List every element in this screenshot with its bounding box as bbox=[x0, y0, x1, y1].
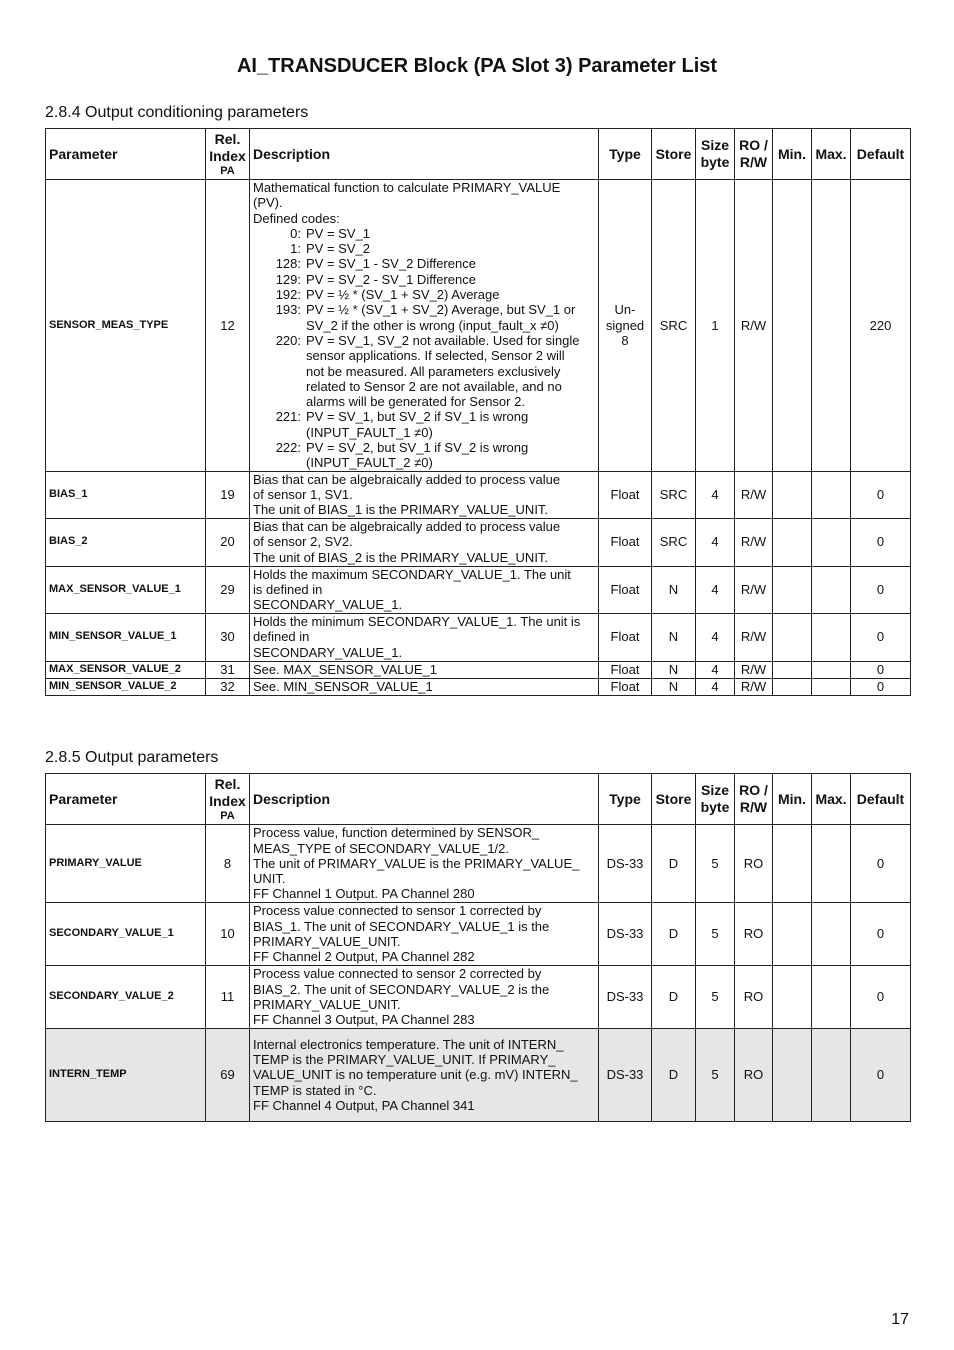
code-text-line: PV = SV_2 - SV_1 Difference bbox=[306, 271, 476, 287]
param-default: 0 bbox=[851, 471, 911, 518]
code-number: 0: bbox=[290, 225, 301, 241]
param-min bbox=[773, 1029, 812, 1122]
header-parameter: Parameter bbox=[46, 774, 206, 825]
header-size-line2: byte bbox=[700, 799, 730, 815]
desc-line: The unit of BIAS_2 is the PRIMARY_VALUE_UNIT. bbox=[253, 549, 549, 565]
code-text bbox=[306, 287, 595, 302]
header-size bbox=[696, 774, 735, 825]
param-store: D bbox=[652, 825, 696, 903]
param-description bbox=[250, 825, 599, 903]
param-access: RO bbox=[735, 903, 773, 966]
code-text-line: alarms will be generated for Sensor 2. bbox=[306, 394, 525, 410]
code-number: 193: bbox=[275, 302, 301, 318]
param-min bbox=[773, 678, 812, 695]
page-title: AI_TRANSDUCER Block (PA Slot 3) Parameter List bbox=[236, 55, 718, 77]
desc-line: of sensor 2, SV2. bbox=[253, 534, 353, 550]
param-name: BIAS_1 bbox=[46, 471, 206, 518]
desc-line: is defined in bbox=[253, 581, 323, 597]
param-name: SENSOR_MEAS_TYPE bbox=[46, 180, 206, 472]
param-default: 0 bbox=[851, 678, 911, 695]
table-row bbox=[46, 613, 911, 661]
param-min bbox=[773, 180, 812, 472]
param-type bbox=[599, 180, 652, 472]
header-access bbox=[735, 129, 773, 180]
param-name: INTERN_TEMP bbox=[46, 1029, 206, 1122]
param-min bbox=[773, 903, 812, 966]
header-size-line2: byte bbox=[700, 154, 730, 170]
header-min: Min. bbox=[773, 774, 812, 825]
param-type: DS-33 bbox=[599, 903, 652, 966]
param-default: 0 bbox=[851, 1029, 911, 1122]
param-default: 0 bbox=[851, 518, 911, 566]
header-parameter: Parameter bbox=[46, 129, 206, 180]
param-max bbox=[812, 678, 851, 695]
code-entry bbox=[253, 302, 595, 333]
code-text-line: PV = ½ * (SV_1 + SV_2) Average bbox=[306, 287, 500, 303]
param-default: 0 bbox=[851, 661, 911, 678]
param-default: 0 bbox=[851, 566, 911, 613]
header-access-line2: R/W bbox=[739, 154, 768, 170]
param-access: RO bbox=[735, 966, 773, 1029]
code-text bbox=[306, 333, 595, 409]
desc-line: The unit of BIAS_1 is the PRIMARY_VALUE_UNIT. bbox=[253, 502, 549, 518]
header-rel-index-line2: Index bbox=[209, 147, 246, 164]
code-number: 129: bbox=[275, 271, 301, 287]
param-store: SRC bbox=[652, 518, 696, 566]
param-description: See. MAX_SENSOR_VALUE_1 bbox=[250, 661, 599, 678]
desc-line: MEAS_TYPE of SECONDARY_VALUE_1/2. bbox=[253, 840, 510, 856]
param-name: MAX_SENSOR_VALUE_1 bbox=[46, 566, 206, 613]
param-size: 4 bbox=[696, 518, 735, 566]
param-min bbox=[773, 566, 812, 613]
code-text-line: (INPUT_FAULT_1 ≠0) bbox=[306, 424, 433, 440]
code-entry bbox=[253, 256, 595, 271]
desc-line: TEMP is stated in °C. bbox=[253, 1082, 377, 1098]
param-store: N bbox=[652, 613, 696, 661]
type-line: 8 bbox=[621, 332, 629, 348]
code-entry bbox=[253, 226, 595, 241]
code-number: 1: bbox=[290, 241, 301, 257]
param-store: SRC bbox=[652, 471, 696, 518]
param-min bbox=[773, 613, 812, 661]
header-rel-index-line1: Rel. bbox=[214, 775, 241, 792]
desc-line: Defined codes: bbox=[253, 210, 340, 226]
header-rel-index-line1: Rel. bbox=[214, 130, 241, 147]
header-rel-index-line2: Index bbox=[209, 792, 246, 809]
code-text-line: not be measured. All parameters exclusively bbox=[306, 363, 561, 379]
desc-line: Process value, function determined by SENSOR_ bbox=[253, 825, 540, 841]
table-row bbox=[46, 678, 911, 695]
param-type: Float bbox=[599, 613, 652, 661]
param-store: D bbox=[652, 903, 696, 966]
code-text bbox=[306, 241, 595, 256]
header-access-line1: RO / bbox=[739, 782, 768, 798]
param-description bbox=[250, 180, 599, 472]
header-max: Max. bbox=[812, 129, 851, 180]
param-store: N bbox=[652, 566, 696, 613]
param-store: N bbox=[652, 678, 696, 695]
header-max: Max. bbox=[812, 774, 851, 825]
param-type: Float bbox=[599, 471, 652, 518]
header-store: Store bbox=[652, 774, 696, 825]
section-heading-output-conditioning: 2.8.4 Output conditioning parameters bbox=[45, 104, 309, 121]
header-access-line2: R/W bbox=[739, 799, 768, 815]
param-size: 5 bbox=[696, 825, 735, 903]
code-text-line: PV = SV_1 - SV_2 Difference bbox=[306, 256, 476, 272]
code-number: 220: bbox=[275, 332, 301, 348]
param-max bbox=[812, 903, 851, 966]
page-number: 17 bbox=[891, 1311, 909, 1328]
param-size: 4 bbox=[696, 661, 735, 678]
desc-line: SECONDARY_VALUE_1. bbox=[253, 597, 403, 613]
param-index: 29 bbox=[206, 566, 250, 613]
header-access bbox=[735, 774, 773, 825]
code-text bbox=[306, 256, 595, 271]
table-row bbox=[46, 566, 911, 613]
desc-line: BIAS_2. The unit of SECONDARY_VALUE_2 is the bbox=[253, 981, 550, 997]
param-type: DS-33 bbox=[599, 1029, 652, 1122]
desc-line: Holds the minimum SECONDARY_VALUE_1. The unit is bbox=[253, 614, 581, 630]
param-default: 0 bbox=[851, 966, 911, 1029]
desc-line: FF Channel 3 Output, PA Channel 283 bbox=[253, 1012, 475, 1028]
code-entry bbox=[253, 333, 595, 409]
code-text-line: related to Sensor 2 are not available, and no bbox=[306, 378, 562, 394]
param-index: 20 bbox=[206, 518, 250, 566]
header-store: Store bbox=[652, 129, 696, 180]
param-index: 31 bbox=[206, 661, 250, 678]
type-line: Un- bbox=[614, 302, 636, 318]
param-index: 30 bbox=[206, 613, 250, 661]
desc-line: Internal electronics temperature. The unit of INTERN_ bbox=[253, 1036, 564, 1052]
desc-line: Bias that can be algebraically added to process value bbox=[253, 471, 561, 487]
desc-line: VALUE_UNIT is no temperature unit (e.g. mV) INTERN_ bbox=[253, 1067, 578, 1083]
table-header-row bbox=[46, 774, 911, 825]
param-access: R/W bbox=[735, 661, 773, 678]
header-description: Description bbox=[250, 774, 599, 825]
table-row bbox=[46, 518, 911, 566]
desc-line: UNIT. bbox=[253, 871, 286, 887]
code-text-line: PV = SV_1 bbox=[306, 225, 370, 241]
header-description: Description bbox=[250, 129, 599, 180]
param-access: RO bbox=[735, 1029, 773, 1122]
param-min bbox=[773, 661, 812, 678]
param-size: 4 bbox=[696, 471, 735, 518]
desc-line: FF Channel 4 Output, PA Channel 341 bbox=[253, 1097, 475, 1113]
header-access-line1: RO / bbox=[739, 137, 768, 153]
param-size: 4 bbox=[696, 678, 735, 695]
code-text-line: (INPUT_FAULT_2 ≠0) bbox=[306, 455, 433, 471]
param-index: 10 bbox=[206, 903, 250, 966]
param-name: BIAS_2 bbox=[46, 518, 206, 566]
param-access: R/W bbox=[735, 518, 773, 566]
table-row bbox=[46, 471, 911, 518]
desc-line: Process value connected to sensor 2 corrected by bbox=[253, 966, 542, 982]
header-default: Default bbox=[851, 129, 911, 180]
header-size-line1: Size bbox=[700, 782, 729, 798]
param-access: RO bbox=[735, 825, 773, 903]
param-size: 5 bbox=[696, 903, 735, 966]
code-text bbox=[306, 409, 595, 440]
desc-line: defined in bbox=[253, 629, 310, 645]
param-type: Float bbox=[599, 678, 652, 695]
desc-line: PRIMARY_VALUE_UNIT. bbox=[253, 997, 401, 1012]
code-entry bbox=[253, 241, 595, 256]
param-default: 0 bbox=[851, 613, 911, 661]
param-description bbox=[250, 966, 599, 1029]
desc-line: Mathematical function to calculate PRIMARY_VALUE bbox=[253, 180, 561, 195]
header-default: Default bbox=[851, 774, 911, 825]
header-size-line1: Size bbox=[700, 137, 729, 153]
code-entry bbox=[253, 440, 595, 471]
table-row bbox=[46, 825, 911, 903]
param-access: R/W bbox=[735, 471, 773, 518]
param-type: Float bbox=[599, 518, 652, 566]
desc-line: Process value connected to sensor 1 corrected by bbox=[253, 903, 542, 919]
code-number: 222: bbox=[275, 440, 301, 456]
param-description bbox=[250, 566, 599, 613]
desc-line: BIAS_1. The unit of SECONDARY_VALUE_1 is the bbox=[253, 918, 550, 934]
code-text-line: PV = ½ * (SV_1 + SV_2) Average, but SV_1 or bbox=[306, 302, 576, 318]
table-row bbox=[46, 903, 911, 966]
desc-line: FF Channel 1 Output. PA Channel 280 bbox=[253, 886, 475, 902]
code-text bbox=[306, 226, 595, 241]
param-min bbox=[773, 518, 812, 566]
code-entry bbox=[253, 409, 595, 440]
param-size: 5 bbox=[696, 966, 735, 1029]
desc-line: (PV). bbox=[253, 195, 283, 211]
param-size: 4 bbox=[696, 613, 735, 661]
table-row bbox=[46, 180, 911, 472]
code-text bbox=[306, 440, 595, 471]
code-entry bbox=[253, 272, 595, 287]
param-max bbox=[812, 471, 851, 518]
param-description bbox=[250, 471, 599, 518]
param-max bbox=[812, 825, 851, 903]
param-max bbox=[812, 966, 851, 1029]
code-text-line: sensor applications. If selected, Sensor 2 will bbox=[306, 348, 565, 364]
code-number: 128: bbox=[275, 256, 301, 272]
code-number: 192: bbox=[275, 287, 301, 303]
param-max bbox=[812, 518, 851, 566]
param-size: 4 bbox=[696, 566, 735, 613]
param-access: R/W bbox=[735, 566, 773, 613]
code-text-line: PV = SV_1, but SV_2 if SV_1 is wrong bbox=[306, 409, 529, 425]
desc-line: TEMP is the PRIMARY_VALUE_UNIT. If PRIMARY_ bbox=[253, 1052, 556, 1068]
param-description: See. MIN_SENSOR_VALUE_1 bbox=[250, 678, 599, 695]
param-max bbox=[812, 566, 851, 613]
param-store: SRC bbox=[652, 180, 696, 472]
param-name: MIN_SENSOR_VALUE_1 bbox=[46, 613, 206, 661]
param-access: R/W bbox=[735, 613, 773, 661]
param-type: DS-33 bbox=[599, 825, 652, 903]
desc-line: SECONDARY_VALUE_1. bbox=[253, 644, 403, 660]
desc-line: Bias that can be algebraically added to process value bbox=[253, 519, 561, 535]
desc-line: The unit of PRIMARY_VALUE is the PRIMARY_VALUE_ bbox=[253, 855, 580, 871]
param-index: 11 bbox=[206, 966, 250, 1029]
code-text-line: PV = SV_1, SV_2 not available. Used for single bbox=[306, 332, 580, 348]
param-max bbox=[812, 613, 851, 661]
header-rel-index bbox=[206, 774, 250, 825]
param-type: Float bbox=[599, 661, 652, 678]
header-type: Type bbox=[599, 129, 652, 180]
param-size: 1 bbox=[696, 180, 735, 472]
table-header-row bbox=[46, 129, 911, 180]
param-index: 19 bbox=[206, 471, 250, 518]
header-type: Type bbox=[599, 774, 652, 825]
header-rel-index-sub: PA bbox=[220, 809, 235, 822]
param-access: R/W bbox=[735, 678, 773, 695]
param-description bbox=[250, 613, 599, 661]
code-text-line: PV = SV_2 bbox=[306, 241, 370, 257]
param-description bbox=[250, 1029, 599, 1122]
desc-line: FF Channel 2 Output, PA Channel 282 bbox=[253, 949, 475, 965]
param-name: SECONDARY_VALUE_2 bbox=[46, 966, 206, 1029]
param-index: 32 bbox=[206, 678, 250, 695]
param-name: MIN_SENSOR_VALUE_2 bbox=[46, 678, 206, 695]
type-line: signed bbox=[605, 317, 645, 333]
output-conditioning-table bbox=[45, 128, 911, 696]
param-min bbox=[773, 825, 812, 903]
param-name: MAX_SENSOR_VALUE_2 bbox=[46, 661, 206, 678]
table-row bbox=[46, 966, 911, 1029]
param-index: 8 bbox=[206, 825, 250, 903]
param-access: R/W bbox=[735, 180, 773, 472]
desc-line: of sensor 1, SV1. bbox=[253, 486, 353, 502]
param-size: 5 bbox=[696, 1029, 735, 1122]
param-description bbox=[250, 518, 599, 566]
param-min bbox=[773, 966, 812, 1029]
header-min: Min. bbox=[773, 129, 812, 180]
param-default: 0 bbox=[851, 903, 911, 966]
desc-line: Holds the maximum SECONDARY_VALUE_1. The unit bbox=[253, 566, 571, 582]
param-description bbox=[250, 903, 599, 966]
header-size bbox=[696, 129, 735, 180]
code-number: 221: bbox=[275, 409, 301, 425]
param-store: N bbox=[652, 661, 696, 678]
section-heading-output-parameters: 2.8.5 Output parameters bbox=[45, 749, 219, 766]
code-text-line: PV = SV_2, but SV_1 if SV_2 is wrong bbox=[306, 440, 529, 456]
code-text bbox=[306, 302, 595, 333]
header-rel-index bbox=[206, 129, 250, 180]
param-store: D bbox=[652, 966, 696, 1029]
param-type: DS-33 bbox=[599, 966, 652, 1029]
output-parameters-table bbox=[45, 773, 911, 1122]
header-rel-index-sub: PA bbox=[220, 164, 235, 177]
table-row bbox=[46, 661, 911, 678]
code-entry bbox=[253, 287, 595, 302]
param-index: 12 bbox=[206, 180, 250, 472]
code-text-line: SV_2 if the other is wrong (input_fault_x ≠0) bbox=[306, 317, 559, 333]
code-text bbox=[306, 272, 595, 287]
param-name: PRIMARY_VALUE bbox=[46, 825, 206, 903]
param-type: Float bbox=[599, 566, 652, 613]
param-default: 220 bbox=[851, 180, 911, 472]
param-index: 69 bbox=[206, 1029, 250, 1122]
param-store: D bbox=[652, 1029, 696, 1122]
param-max bbox=[812, 661, 851, 678]
param-default: 0 bbox=[851, 825, 911, 903]
table-row bbox=[46, 1029, 911, 1122]
param-max bbox=[812, 180, 851, 472]
param-name: SECONDARY_VALUE_1 bbox=[46, 903, 206, 966]
desc-line: PRIMARY_VALUE_UNIT. bbox=[253, 934, 401, 949]
param-min bbox=[773, 471, 812, 518]
param-max bbox=[812, 1029, 851, 1122]
